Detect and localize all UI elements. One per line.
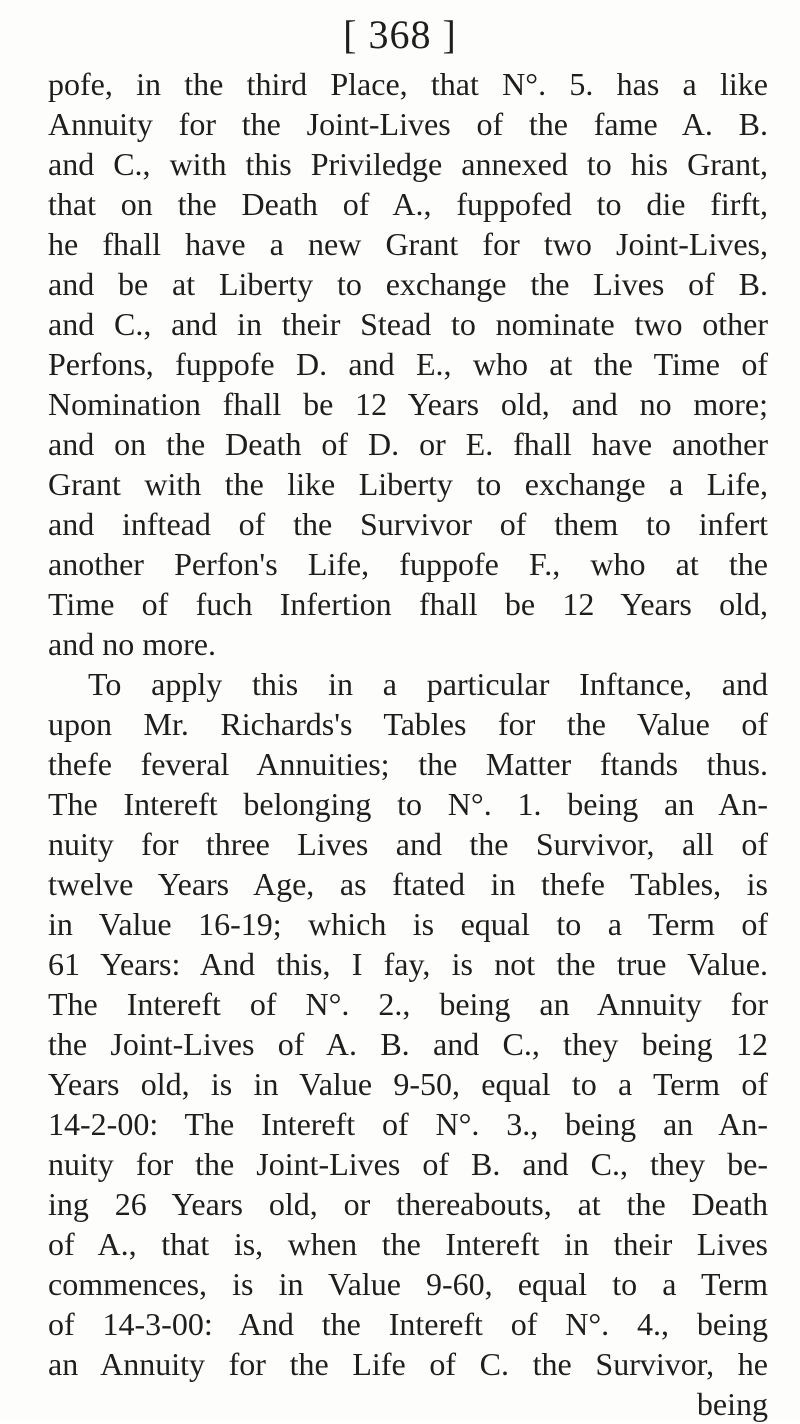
text-line: The Intereft of N°. 2., being an Annuity for: [48, 986, 768, 1022]
text-line: nuity for three Lives and the Survivor, all of: [48, 826, 768, 862]
text-line: and C., with this Priviledge annexed to his Grant,: [48, 146, 768, 182]
text-line: Perfons, fuppofe D. and E., who at the Time of: [48, 346, 768, 382]
page-number: [ 368 ]: [343, 12, 457, 57]
text-line: Time of fuch Infertion fhall be 12 Years old,: [48, 586, 768, 622]
text-line: of A., that is, when the Intereft in their Lives: [48, 1226, 768, 1262]
text-line: Years old, is in Value 9-50, equal to a Term of: [48, 1066, 768, 1102]
text-line: upon Mr. Richards's Tables for the Value of: [48, 706, 768, 742]
paragraph-start-line: To apply this in a particular Inftance, and: [88, 666, 768, 702]
text-line: and be at Liberty to exchange the Lives of B.: [48, 266, 768, 302]
text-line: the Joint-Lives of A. B. and C., they being 12: [48, 1026, 768, 1062]
text-line: and on the Death of D. or E. fhall have another: [48, 426, 768, 462]
text-line: another Perfon's Life, fuppofe F., who at the: [48, 546, 768, 582]
text-line: 14-2-00: The Intereft of N°. 3., being an An-: [48, 1106, 768, 1142]
text-line: commences, is in Value 9-60, equal to a Term: [48, 1266, 768, 1302]
text-line: Grant with the like Liberty to exchange a Life,: [48, 466, 768, 502]
text-line: and C., and in their Stead to nominate two other: [48, 306, 768, 342]
text-line: pofe, in the third Place, that N°. 5. has a like: [48, 66, 768, 102]
text-line: 61 Years: And this, I fay, is not the true Value.: [48, 946, 768, 982]
body-text: [48, 64, 768, 1424]
text-line: an Annuity for the Life of C. the Survivor, he: [48, 1346, 768, 1382]
text-line: nuity for the Joint-Lives of B. and C., they be-: [48, 1146, 768, 1182]
text-line: The Intereft belonging to N°. 1. being an An-: [48, 786, 768, 822]
text-line: of 14-3-00: And the Intereft of N°. 4., being: [48, 1306, 768, 1342]
paragraph-end-line: and no more.: [48, 626, 216, 662]
text-line: twelve Years Age, as ftated in thefe Tables, is: [48, 866, 768, 902]
text-line: Nomination fhall be 12 Years old, and no more;: [48, 386, 768, 422]
text-line: in Value 16-19; which is equal to a Term of: [48, 906, 768, 942]
catchword: being: [696, 1386, 768, 1422]
text-line: ing 26 Years old, or thereabouts, at the Death: [48, 1186, 768, 1222]
text-line: thefe feveral Annuities; the Matter ftands thus.: [48, 746, 768, 782]
text-line: that on the Death of A., fuppofed to die firft,: [48, 186, 768, 222]
text-line: and inftead of the Survivor of them to infert: [48, 506, 768, 542]
text-line: he fhall have a new Grant for two Joint-Lives,: [48, 226, 768, 262]
text-line: Annuity for the Joint-Lives of the fame A. B.: [48, 106, 768, 142]
